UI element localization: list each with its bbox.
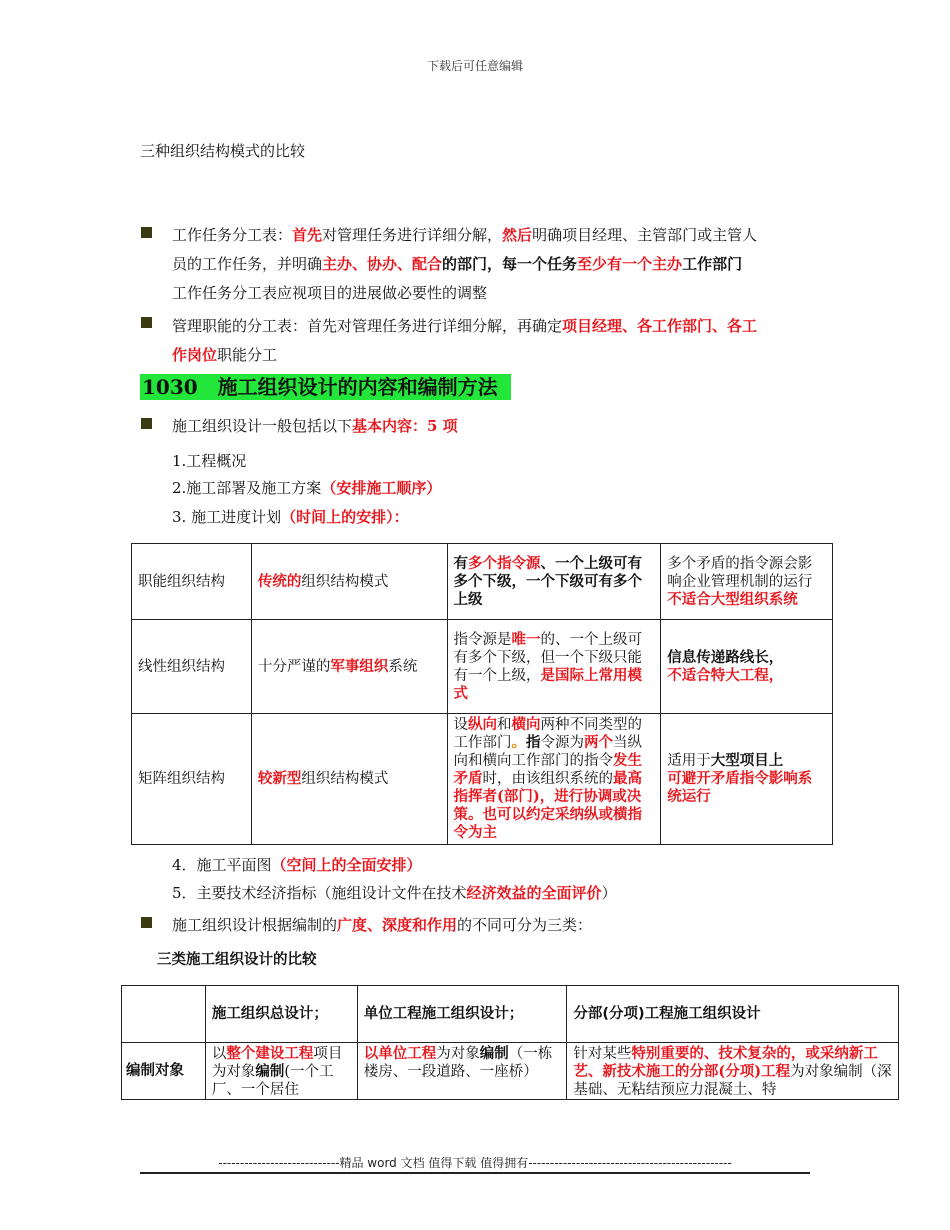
text: 职能分工	[217, 346, 278, 364]
header-cell	[567, 986, 899, 1043]
text: 十分严谨的	[257, 658, 331, 675]
text: 针对某些	[573, 1046, 632, 1062]
para-task-division-1	[172, 225, 757, 245]
text-bold: 工作部门	[682, 255, 743, 273]
cell-note	[661, 714, 833, 845]
text: 和	[497, 717, 512, 733]
text-bold: 指	[526, 734, 541, 751]
text-emph: （时间上的安排）：	[281, 508, 409, 526]
list-item-4	[172, 855, 422, 875]
table-row	[132, 620, 833, 714]
text: 为对象编制（深基础、无粘结预应力混凝土、特	[573, 1064, 892, 1098]
text: 组织结构模式	[301, 573, 389, 590]
doc-title: 三种组织结构模式的比较	[140, 142, 306, 160]
text: 管理职能的分工表：首先对管理任务进行详细分解，再确定	[172, 317, 563, 335]
section-heading-1030	[140, 374, 511, 400]
text: 两种不同类型的工作部门	[453, 717, 643, 751]
text: 对管理任务进行详细分解，	[322, 226, 503, 244]
text: 5．主要技术经济指标（施组设计文件在技术	[172, 884, 467, 902]
table-title: 三类施工组织设计的比较	[157, 952, 317, 968]
cell-feature	[447, 620, 661, 714]
text: 系统	[388, 658, 418, 675]
text-emph: 发生矛盾	[453, 752, 643, 787]
list-item-2	[172, 478, 441, 498]
text: 矩阵组织结构	[138, 771, 225, 787]
text: 多个矛盾的指令源会影响企业管理机制的运行	[667, 555, 813, 590]
text-emph: （空间上的全面安排）	[271, 856, 422, 874]
cell-c1	[205, 1043, 357, 1100]
text: 单位工程施工组织设计；	[363, 1006, 524, 1022]
cell-mode	[251, 714, 447, 845]
text-bold: 信息传递路线长，	[667, 648, 784, 666]
cell-c3	[567, 1043, 899, 1100]
page-footer: ----------------------------精品 word 文档 值得下载 值得拥有-----------------------------------------------	[218, 1156, 732, 1170]
text-emph: 不适合大型组织系统	[667, 590, 798, 608]
text-emph: 不适合特大工程，	[667, 666, 784, 684]
bullet-square-icon	[141, 227, 152, 238]
text: 施工组织设计一般包括以下	[172, 417, 353, 435]
table-header-row	[122, 986, 899, 1043]
text: 明确项目经理、主管部门或主管人	[532, 226, 758, 244]
org-structure-table	[131, 543, 833, 845]
cell-mode	[251, 620, 447, 714]
text-emph: 可避开矛盾指令影响系统运行	[667, 770, 813, 805]
para-mgmt-function-2	[172, 345, 277, 365]
table-row	[132, 714, 833, 845]
page-header: 下载后可任意编辑	[426, 59, 523, 73]
text: 员的工作任务，并明确	[172, 255, 323, 273]
text-emph: 传统的	[257, 572, 302, 590]
table-row	[132, 544, 833, 620]
cell-name	[132, 620, 252, 714]
text: 3. 施工进度计划	[172, 508, 282, 526]
para-three-types	[172, 915, 592, 935]
text: (一个工厂、一个居住	[211, 1064, 334, 1098]
text: 指令源是	[453, 631, 512, 648]
text: 1.工程概况	[172, 452, 247, 470]
text: 施工组织设计根据编制的	[172, 916, 338, 934]
text: 线性组织结构	[138, 658, 225, 675]
text: 、一个上级可有多个下级，一个下级可有多个上级	[453, 554, 643, 608]
text: 为对象	[436, 1046, 480, 1062]
text-emph: （安排施工顺序）	[321, 479, 442, 497]
text: 2.施工部署及施工方案	[172, 479, 322, 497]
text-emph: 多个指令源	[468, 554, 541, 572]
text: ）	[601, 884, 617, 902]
list-item-3	[172, 507, 409, 527]
text-emph: 整个建设工程	[226, 1045, 314, 1062]
text-emph: 特别重要的、技术复杂的，或采纳新工艺、新技术施工的分部(分项)工程	[573, 1045, 878, 1080]
text-emph: 广度、深度和作用	[337, 916, 458, 934]
cell-c2	[357, 1043, 567, 1100]
text-bold: 的部门，每一个任务	[442, 255, 578, 273]
text: 当纵向和横向工作部门的指令	[453, 735, 643, 769]
text: 时，由该组织系统的	[482, 771, 614, 787]
text-emph: 以单位工程	[363, 1045, 437, 1062]
cell-name	[132, 544, 252, 620]
text: 的、一个上级可有多个下级，但一个下级只能有一个上级，	[453, 631, 643, 684]
text: 项目为对象	[211, 1046, 343, 1080]
text: （一栋楼房、一段道路、一座桥）	[363, 1046, 553, 1080]
text: 以	[211, 1046, 227, 1062]
header-cell	[205, 986, 357, 1043]
list-item-5	[172, 883, 617, 903]
text-emph: 两个	[584, 734, 614, 751]
table-row	[122, 1043, 899, 1100]
bullet-square-icon	[141, 917, 152, 928]
para-basic-content	[172, 416, 458, 436]
text: 工作任务分工表：	[172, 226, 293, 244]
cell-feature	[447, 714, 661, 845]
para-mgmt-function-1	[172, 316, 757, 336]
text-emph: 唯一	[511, 630, 541, 648]
text: 职能组织结构	[138, 573, 225, 590]
text: 适用于	[667, 753, 711, 769]
design-comparison-table	[121, 985, 899, 1100]
text-emph: 。	[511, 734, 527, 751]
text-emph: 首先	[292, 226, 323, 244]
bullet-square-icon	[141, 317, 152, 328]
row-label-cell	[122, 1043, 206, 1100]
text: 施工组织总设计；	[211, 1006, 328, 1022]
text: 编制对象	[126, 1063, 184, 1079]
text-emph: 横向	[511, 716, 541, 733]
header-cell	[122, 986, 206, 1043]
cell-note	[661, 620, 833, 714]
text: 分部(分项)工程施工组织设计	[573, 1006, 761, 1022]
text-bold: 编制	[479, 1045, 509, 1062]
text-emph: 经济效益的全面评价	[466, 884, 602, 902]
cell-note	[661, 544, 833, 620]
text-emph: 至少有一个主办	[577, 255, 683, 273]
text-emph: 较新型	[257, 770, 302, 787]
footer-rule	[140, 1172, 810, 1174]
header-cell	[357, 986, 567, 1043]
cell-mode	[251, 544, 447, 620]
para-task-division-2	[172, 254, 742, 274]
text-emph: 基本内容：5 项	[352, 417, 458, 435]
text-bold: 编制	[255, 1063, 285, 1080]
list-item-1	[172, 451, 246, 471]
bullet-square-icon	[141, 418, 152, 429]
text-emph: 然后	[502, 226, 533, 244]
text-emph: 主办、协办、配合	[322, 255, 443, 273]
text-emph: 军事组织	[330, 657, 389, 675]
cell-feature	[447, 544, 661, 620]
cell-name	[132, 714, 252, 845]
text: 的不同可分为三类：	[457, 916, 593, 934]
text: 有	[453, 554, 469, 572]
heading-text: 1030 施工组织设计的内容和编制方法	[142, 375, 498, 399]
text: 4．施工平面图	[172, 856, 272, 874]
text-emph: 项目经理、各工作部门、各工	[562, 317, 758, 335]
text-emph: 纵向	[468, 716, 498, 733]
text-emph: 作岗位	[172, 346, 218, 364]
text: 组织结构模式	[301, 771, 389, 787]
text: 令源为	[540, 735, 585, 751]
text-bold: 大型项目上	[710, 752, 784, 769]
text-emph: 最高指挥者(部门)，进行协调或决策。也可以约定采纳纵或横指令为主	[453, 770, 643, 841]
para-task-division-3: 工作任务分工表应视项目的进展做必要性的调整	[172, 284, 488, 302]
text: 设	[453, 717, 469, 733]
text-emph: 是国际上常用模式	[453, 666, 643, 702]
